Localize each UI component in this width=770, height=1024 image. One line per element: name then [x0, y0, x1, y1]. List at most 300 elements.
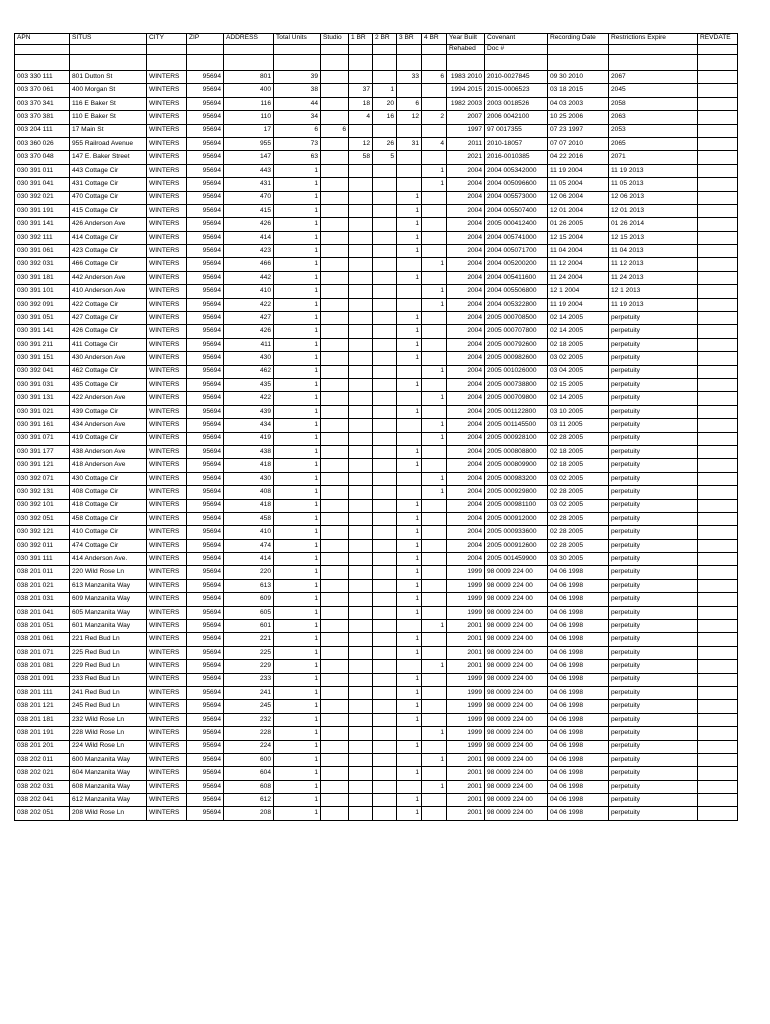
- cell-city: WINTERS: [147, 338, 187, 351]
- cell-2br: [373, 164, 397, 177]
- cell-apn: 030 391 141: [15, 218, 70, 231]
- cell-3br: 1: [397, 579, 422, 592]
- cell-covenant: 2005 000738800: [485, 378, 548, 391]
- cell-1br: [349, 539, 373, 552]
- cell-year-built: 2004: [447, 271, 485, 284]
- cell-zip: 95694: [187, 365, 224, 378]
- cell-city: WINTERS: [147, 365, 187, 378]
- cell-restrictions-expire: perpetuity: [609, 593, 698, 606]
- table-row: [15, 740, 738, 753]
- cell-revdate: [698, 164, 738, 177]
- empty-cell: [349, 55, 373, 71]
- cell-1br: [349, 71, 373, 84]
- cell-situs: 604 Manzanita Way: [70, 767, 147, 780]
- cell-total-units: 1: [274, 258, 321, 271]
- table-row: [15, 633, 738, 646]
- cell-2br: [373, 445, 397, 458]
- cell-address: 474: [224, 539, 274, 552]
- cell-1br: [349, 713, 373, 726]
- cell-total-units: 1: [274, 472, 321, 485]
- cell-recording-date: 02 28 2005: [548, 486, 609, 499]
- cell-total-units: 1: [274, 392, 321, 405]
- cell-situs: 410 Cottage Cir: [70, 526, 147, 539]
- header-cell-total-units: [274, 44, 321, 55]
- cell-3br: 1: [397, 566, 422, 579]
- cell-total-units: 1: [274, 526, 321, 539]
- cell-restrictions-expire: 11 24 2013: [609, 271, 698, 284]
- cell-1br: [349, 620, 373, 633]
- cell-restrictions-expire: perpetuity: [609, 579, 698, 592]
- cell-studio: [321, 740, 349, 753]
- cell-city: WINTERS: [147, 378, 187, 391]
- cell-2br: [373, 419, 397, 432]
- cell-1br: [349, 700, 373, 713]
- cell-zip: 95694: [187, 164, 224, 177]
- table-row: [15, 191, 738, 204]
- cell-zip: 95694: [187, 727, 224, 740]
- cell-covenant: 2005 000709800: [485, 392, 548, 405]
- cell-restrictions-expire: perpetuity: [609, 472, 698, 485]
- cell-total-units: 1: [274, 285, 321, 298]
- cell-3br: [397, 753, 422, 766]
- cell-zip: 95694: [187, 378, 224, 391]
- cell-zip: 95694: [187, 218, 224, 231]
- cell-3br: [397, 727, 422, 740]
- table-row: [15, 285, 738, 298]
- cell-zip: 95694: [187, 71, 224, 84]
- cell-2br: [373, 620, 397, 633]
- cell-situs: 430 Cottage Cir: [70, 472, 147, 485]
- cell-revdate: [698, 553, 738, 566]
- cell-year-built: 2004: [447, 486, 485, 499]
- cell-1br: [349, 646, 373, 659]
- cell-situs: 414 Anderson Ave.: [70, 553, 147, 566]
- cell-3br: 1: [397, 338, 422, 351]
- cell-zip: 95694: [187, 204, 224, 217]
- cell-city: WINTERS: [147, 700, 187, 713]
- cell-4br: 1: [422, 486, 447, 499]
- cell-apn: 038 201 011: [15, 566, 70, 579]
- cell-3br: [397, 780, 422, 793]
- cell-2br: [373, 312, 397, 325]
- cell-apn: 003 360 026: [15, 137, 70, 150]
- empty-cell: [321, 55, 349, 71]
- cell-2br: [373, 780, 397, 793]
- cell-revdate: [698, 365, 738, 378]
- cell-recording-date: 04 06 1998: [548, 566, 609, 579]
- cell-situs: 426 Anderson Ave: [70, 218, 147, 231]
- cell-restrictions-expire: perpetuity: [609, 606, 698, 619]
- empty-cell: [397, 55, 422, 71]
- cell-covenant: 98 0009 224 00: [485, 727, 548, 740]
- cell-address: 470: [224, 191, 274, 204]
- cell-address: 605: [224, 606, 274, 619]
- cell-studio: [321, 727, 349, 740]
- cell-1br: [349, 285, 373, 298]
- cell-zip: 95694: [187, 526, 224, 539]
- table-row: [15, 512, 738, 525]
- cell-total-units: 6: [274, 124, 321, 137]
- cell-year-built: 2001: [447, 753, 485, 766]
- cell-zip: 95694: [187, 245, 224, 258]
- cell-3br: [397, 298, 422, 311]
- cell-4br: 4: [422, 137, 447, 150]
- cell-year-built: 1999: [447, 740, 485, 753]
- cell-total-units: 1: [274, 486, 321, 499]
- cell-revdate: [698, 405, 738, 418]
- cell-revdate: [698, 794, 738, 807]
- cell-4br: [422, 459, 447, 472]
- header-cell-restrictions-expire: [609, 44, 698, 55]
- empty-cell: [224, 55, 274, 71]
- cell-recording-date: 03 10 2005: [548, 405, 609, 418]
- cell-total-units: 1: [274, 700, 321, 713]
- cell-year-built: 2004: [447, 218, 485, 231]
- cell-restrictions-expire: 11 05 2013: [609, 178, 698, 191]
- table-row: [15, 111, 738, 124]
- cell-situs: 422 Anderson Ave: [70, 392, 147, 405]
- cell-studio: [321, 767, 349, 780]
- cell-2br: [373, 459, 397, 472]
- cell-city: WINTERS: [147, 84, 187, 97]
- table-row: [15, 419, 738, 432]
- cell-recording-date: 11 19 2004: [548, 298, 609, 311]
- table-row: [15, 526, 738, 539]
- cell-apn: 003 204 111: [15, 124, 70, 137]
- cell-studio: [321, 285, 349, 298]
- cell-1br: [349, 780, 373, 793]
- cell-total-units: 63: [274, 151, 321, 164]
- cell-1br: 18: [349, 97, 373, 110]
- cell-restrictions-expire: perpetuity: [609, 713, 698, 726]
- cell-studio: [321, 539, 349, 552]
- cell-2br: [373, 352, 397, 365]
- cell-zip: 95694: [187, 191, 224, 204]
- table-row: [15, 472, 738, 485]
- cell-covenant: 2005 000981100: [485, 499, 548, 512]
- cell-situs: 225 Red Bud Ln: [70, 646, 147, 659]
- cell-revdate: [698, 338, 738, 351]
- cell-address: 443: [224, 164, 274, 177]
- cell-city: WINTERS: [147, 593, 187, 606]
- cell-total-units: 1: [274, 686, 321, 699]
- cell-recording-date: 04 06 1998: [548, 620, 609, 633]
- cell-total-units: 1: [274, 740, 321, 753]
- cell-1br: [349, 459, 373, 472]
- cell-2br: [373, 660, 397, 673]
- header-cell-restrictions-expire: Restrictions Expire: [609, 34, 698, 45]
- cell-city: WINTERS: [147, 218, 187, 231]
- cell-situs: 411 Cottage Cir: [70, 338, 147, 351]
- cell-4br: 1: [422, 660, 447, 673]
- cell-restrictions-expire: perpetuity: [609, 740, 698, 753]
- cell-1br: [349, 338, 373, 351]
- cell-address: 225: [224, 646, 274, 659]
- cell-revdate: [698, 472, 738, 485]
- cell-situs: 439 Cottage Cir: [70, 405, 147, 418]
- cell-year-built: 1999: [447, 713, 485, 726]
- cell-situs: 147 E. Baker Street: [70, 151, 147, 164]
- cell-covenant: 2005 001145500: [485, 419, 548, 432]
- cell-studio: [321, 606, 349, 619]
- cell-zip: 95694: [187, 111, 224, 124]
- cell-apn: 038 201 071: [15, 646, 70, 659]
- cell-total-units: 1: [274, 365, 321, 378]
- cell-3br: 1: [397, 539, 422, 552]
- cell-apn: 038 201 111: [15, 686, 70, 699]
- cell-2br: [373, 753, 397, 766]
- cell-zip: 95694: [187, 419, 224, 432]
- cell-year-built: 2007: [447, 111, 485, 124]
- cell-year-built: 2004: [447, 499, 485, 512]
- cell-address: 466: [224, 258, 274, 271]
- cell-2br: [373, 298, 397, 311]
- cell-total-units: 1: [274, 432, 321, 445]
- cell-address: 430: [224, 472, 274, 485]
- cell-city: WINTERS: [147, 231, 187, 244]
- cell-year-built: 2004: [447, 258, 485, 271]
- cell-2br: [373, 566, 397, 579]
- cell-studio: [321, 231, 349, 244]
- cell-3br: [397, 164, 422, 177]
- cell-situs: 232 Wild Rose Ln: [70, 713, 147, 726]
- cell-address: 110: [224, 111, 274, 124]
- cell-restrictions-expire: perpetuity: [609, 512, 698, 525]
- cell-2br: [373, 392, 397, 405]
- cell-4br: 1: [422, 178, 447, 191]
- cell-address: 604: [224, 767, 274, 780]
- cell-apn: 030 391 161: [15, 419, 70, 432]
- cell-total-units: 1: [274, 204, 321, 217]
- cell-year-built: 1982 2003: [447, 97, 485, 110]
- cell-restrictions-expire: perpetuity: [609, 633, 698, 646]
- cell-revdate: [698, 740, 738, 753]
- cell-address: 427: [224, 312, 274, 325]
- cell-city: WINTERS: [147, 807, 187, 820]
- cell-2br: [373, 767, 397, 780]
- cell-restrictions-expire: 2065: [609, 137, 698, 150]
- cell-apn: 003 370 381: [15, 111, 70, 124]
- cell-address: 600: [224, 753, 274, 766]
- cell-recording-date: 04 06 1998: [548, 767, 609, 780]
- cell-1br: [349, 124, 373, 137]
- cell-revdate: [698, 258, 738, 271]
- table-row: [15, 137, 738, 150]
- cell-year-built: 2004: [447, 231, 485, 244]
- cell-studio: [321, 459, 349, 472]
- cell-4br: 1: [422, 472, 447, 485]
- cell-situs: 241 Red Bud Ln: [70, 686, 147, 699]
- cell-2br: [373, 178, 397, 191]
- cell-studio: [321, 312, 349, 325]
- cell-2br: [373, 593, 397, 606]
- cell-year-built: 2004: [447, 191, 485, 204]
- table-row: [15, 178, 738, 191]
- cell-recording-date: 07 07 2010: [548, 137, 609, 150]
- cell-address: 17: [224, 124, 274, 137]
- cell-1br: [349, 312, 373, 325]
- cell-city: WINTERS: [147, 178, 187, 191]
- header-cell-revdate: [698, 44, 738, 55]
- cell-city: WINTERS: [147, 566, 187, 579]
- cell-covenant: 2005 000933600: [485, 526, 548, 539]
- cell-revdate: [698, 539, 738, 552]
- cell-zip: 95694: [187, 807, 224, 820]
- cell-recording-date: 04 06 1998: [548, 807, 609, 820]
- cell-covenant: 98 0009 224 00: [485, 566, 548, 579]
- cell-studio: [321, 111, 349, 124]
- cell-total-units: 1: [274, 553, 321, 566]
- cell-covenant: 98 0009 224 00: [485, 780, 548, 793]
- cell-zip: 95694: [187, 459, 224, 472]
- cell-revdate: [698, 352, 738, 365]
- cell-city: WINTERS: [147, 352, 187, 365]
- cell-4br: [422, 553, 447, 566]
- cell-total-units: 1: [274, 178, 321, 191]
- cell-year-built: 2004: [447, 352, 485, 365]
- cell-recording-date: 04 06 1998: [548, 673, 609, 686]
- cell-studio: [321, 673, 349, 686]
- cell-1br: [349, 352, 373, 365]
- cell-recording-date: 04 06 1998: [548, 686, 609, 699]
- cell-situs: 116 E Baker St: [70, 97, 147, 110]
- table-row: [15, 646, 738, 659]
- cell-3br: 1: [397, 807, 422, 820]
- cell-total-units: 38: [274, 84, 321, 97]
- cell-recording-date: 02 28 2005: [548, 526, 609, 539]
- cell-revdate: [698, 660, 738, 673]
- cell-1br: [349, 660, 373, 673]
- cell-situs: 422 Cottage Cir: [70, 298, 147, 311]
- cell-address: 439: [224, 405, 274, 418]
- cell-studio: [321, 526, 349, 539]
- cell-situs: 431 Cottage Cir: [70, 178, 147, 191]
- cell-covenant: 98 0009 224 00: [485, 620, 548, 633]
- cell-zip: 95694: [187, 298, 224, 311]
- cell-zip: 95694: [187, 740, 224, 753]
- cell-zip: 95694: [187, 445, 224, 458]
- cell-apn: 030 392 051: [15, 512, 70, 525]
- cell-zip: 95694: [187, 633, 224, 646]
- cell-total-units: 1: [274, 633, 321, 646]
- cell-zip: 95694: [187, 539, 224, 552]
- cell-3br: 1: [397, 378, 422, 391]
- cell-4br: [422, 713, 447, 726]
- cell-2br: [373, 258, 397, 271]
- cell-studio: [321, 579, 349, 592]
- cell-1br: [349, 526, 373, 539]
- cell-city: WINTERS: [147, 727, 187, 740]
- cell-recording-date: 04 06 1998: [548, 646, 609, 659]
- cell-1br: [349, 486, 373, 499]
- cell-address: 410: [224, 285, 274, 298]
- cell-2br: [373, 472, 397, 485]
- cell-city: WINTERS: [147, 124, 187, 137]
- cell-3br: 1: [397, 740, 422, 753]
- cell-studio: [321, 71, 349, 84]
- cell-zip: 95694: [187, 271, 224, 284]
- cell-restrictions-expire: perpetuity: [609, 673, 698, 686]
- cell-total-units: 39: [274, 71, 321, 84]
- cell-city: WINTERS: [147, 312, 187, 325]
- cell-recording-date: 03 18 2015: [548, 84, 609, 97]
- empty-cell: [609, 55, 698, 71]
- cell-revdate: [698, 71, 738, 84]
- table-row: [15, 579, 738, 592]
- cell-situs: 605 Manzanita Way: [70, 606, 147, 619]
- cell-year-built: 2004: [447, 392, 485, 405]
- cell-recording-date: 01 26 2005: [548, 218, 609, 231]
- header-cell-year-built: Year Built: [447, 34, 485, 45]
- cell-studio: [321, 178, 349, 191]
- cell-situs: 955 Railroad Avenue: [70, 137, 147, 150]
- cell-2br: [373, 245, 397, 258]
- cell-restrictions-expire: 2058: [609, 97, 698, 110]
- cell-2br: [373, 405, 397, 418]
- cell-situs: 462 Cottage Cir: [70, 365, 147, 378]
- cell-apn: 030 391 101: [15, 285, 70, 298]
- cell-covenant: 2004 005322800: [485, 298, 548, 311]
- cell-2br: [373, 740, 397, 753]
- cell-covenant: 98 0009 224 00: [485, 633, 548, 646]
- cell-apn: 038 201 201: [15, 740, 70, 753]
- cell-revdate: [698, 298, 738, 311]
- cell-2br: [373, 378, 397, 391]
- cell-revdate: [698, 633, 738, 646]
- cell-covenant: 2004 005506800: [485, 285, 548, 298]
- cell-4br: [422, 593, 447, 606]
- cell-revdate: [698, 325, 738, 338]
- cell-1br: [349, 325, 373, 338]
- table-row: [15, 164, 738, 177]
- cell-situs: 613 Manzanita Way: [70, 579, 147, 592]
- cell-year-built: 2001: [447, 780, 485, 793]
- cell-address: 458: [224, 512, 274, 525]
- cell-3br: [397, 472, 422, 485]
- header-cell-city: CITY: [147, 34, 187, 45]
- header-cell-situs: [70, 44, 147, 55]
- cell-studio: [321, 338, 349, 351]
- empty-cell: [698, 55, 738, 71]
- cell-revdate: [698, 111, 738, 124]
- cell-revdate: [698, 566, 738, 579]
- cell-recording-date: 04 06 1998: [548, 700, 609, 713]
- cell-address: 422: [224, 298, 274, 311]
- cell-situs: 220 Wild Rose Ln: [70, 566, 147, 579]
- cell-address: 228: [224, 727, 274, 740]
- cell-recording-date: 04 03 2003: [548, 97, 609, 110]
- table-row: [15, 378, 738, 391]
- cell-1br: [349, 512, 373, 525]
- cell-covenant: 2004 005573000: [485, 191, 548, 204]
- cell-1br: [349, 673, 373, 686]
- cell-year-built: 2004: [447, 419, 485, 432]
- table-row: [15, 84, 738, 97]
- cell-year-built: 2004: [447, 472, 485, 485]
- cell-3br: [397, 486, 422, 499]
- cell-total-units: 1: [274, 164, 321, 177]
- cell-situs: 434 Anderson Ave: [70, 419, 147, 432]
- cell-recording-date: 07 23 1997: [548, 124, 609, 137]
- cell-studio: [321, 660, 349, 673]
- cell-covenant: 2005 000708500: [485, 312, 548, 325]
- cell-zip: 95694: [187, 660, 224, 673]
- cell-revdate: [698, 97, 738, 110]
- cell-studio: [321, 137, 349, 150]
- cell-situs: 208 Wild Rose Ln: [70, 807, 147, 820]
- cell-city: WINTERS: [147, 499, 187, 512]
- cell-total-units: 1: [274, 579, 321, 592]
